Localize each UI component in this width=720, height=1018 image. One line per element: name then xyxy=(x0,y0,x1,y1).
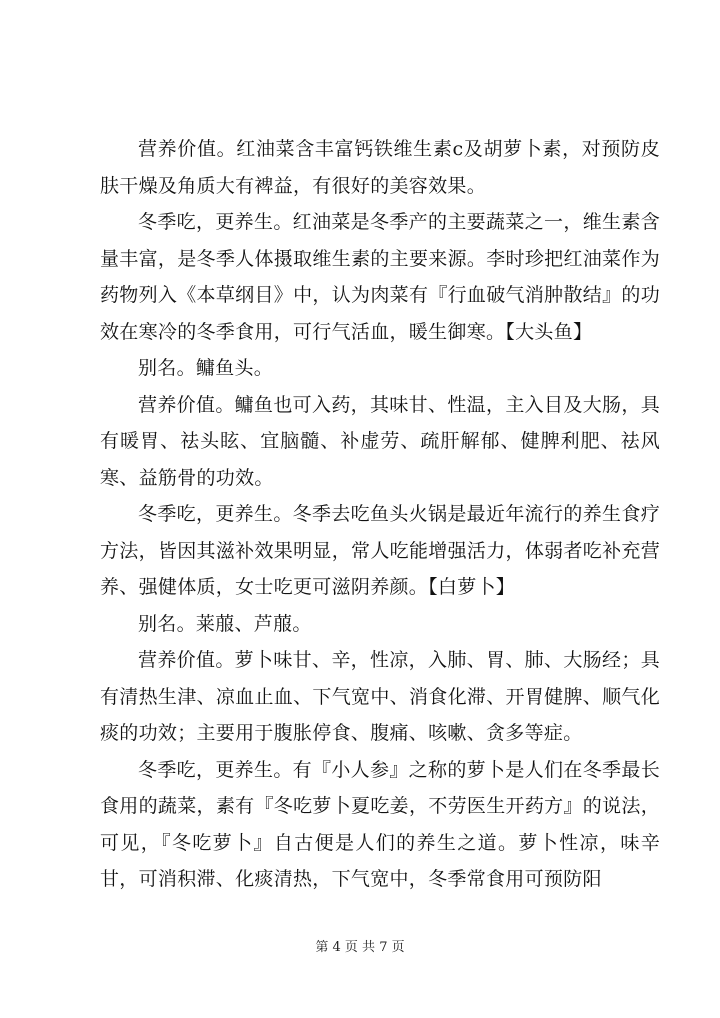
page-footer: 第 4 页 共 7 页 xyxy=(315,940,405,955)
paragraph-5: 冬季吃，更养生。冬季去吃鱼头火锅是最近年流行的养生食疗方法，皆因其滋补效果明显，常人吃能增强活力，体弱者吃补充营养、强健体质，女士吃更可滋阴养颜。【白萝卜】 xyxy=(100,503,660,598)
paragraph-1: 营养价值。红油菜含丰富钙铁维生素c及胡萝卜素，对预防皮肤干燥及角质大有裨益，有很好的美容效果。 xyxy=(100,138,660,197)
paragraph-3: 别名。鳙鱼头。 xyxy=(138,357,274,379)
paragraph-2: 冬季吃，更养生。红油菜是冬季产的主要蔬菜之一，维生素含量丰富，是冬季人体摄取维生素的主要来源。李时珍把红油菜作为药物列入《本草纲目》中，认为肉菜有『行血破气消肿散结』的功效在寒冷的冬季食用，可行气活血，暖生御寒。【大头鱼】 xyxy=(100,211,660,343)
paragraph-7: 营养价值。萝卜味甘、辛，性凉，入肺、胃、肺、大肠经；具有清热生津、凉血止血、下气宽中、消食化滞、开胃健脾、顺气化痰的功效；主要用于腹胀停食、腹痛、咳嗽、贪多等症。 xyxy=(100,649,660,744)
paragraph-8: 冬季吃，更养生。有『小人参』之称的萝卜是人们在冬季最长食用的蔬菜，素有『冬吃萝卜夏吃姜，不劳医生开药方』的说法，可见，『冬吃萝卜』自古便是人们的养生之道。萝卜性凉，味辛甘，可消积滞、化痰清热，下气宽中，冬季常食用可预防阳 xyxy=(100,758,660,890)
body-text xyxy=(100,131,660,898)
paragraph-6: 别名。莱菔、芦菔。 xyxy=(138,612,312,635)
paragraph-4: 营养价值。鳙鱼也可入药，其味甘、性温，主入目及大肠，具有暖胃、祛头眩、宜脑髓、补虚劳、疏肝解郁、健脾利肥、祛风寒、益筋骨的功效。 xyxy=(100,393,660,489)
